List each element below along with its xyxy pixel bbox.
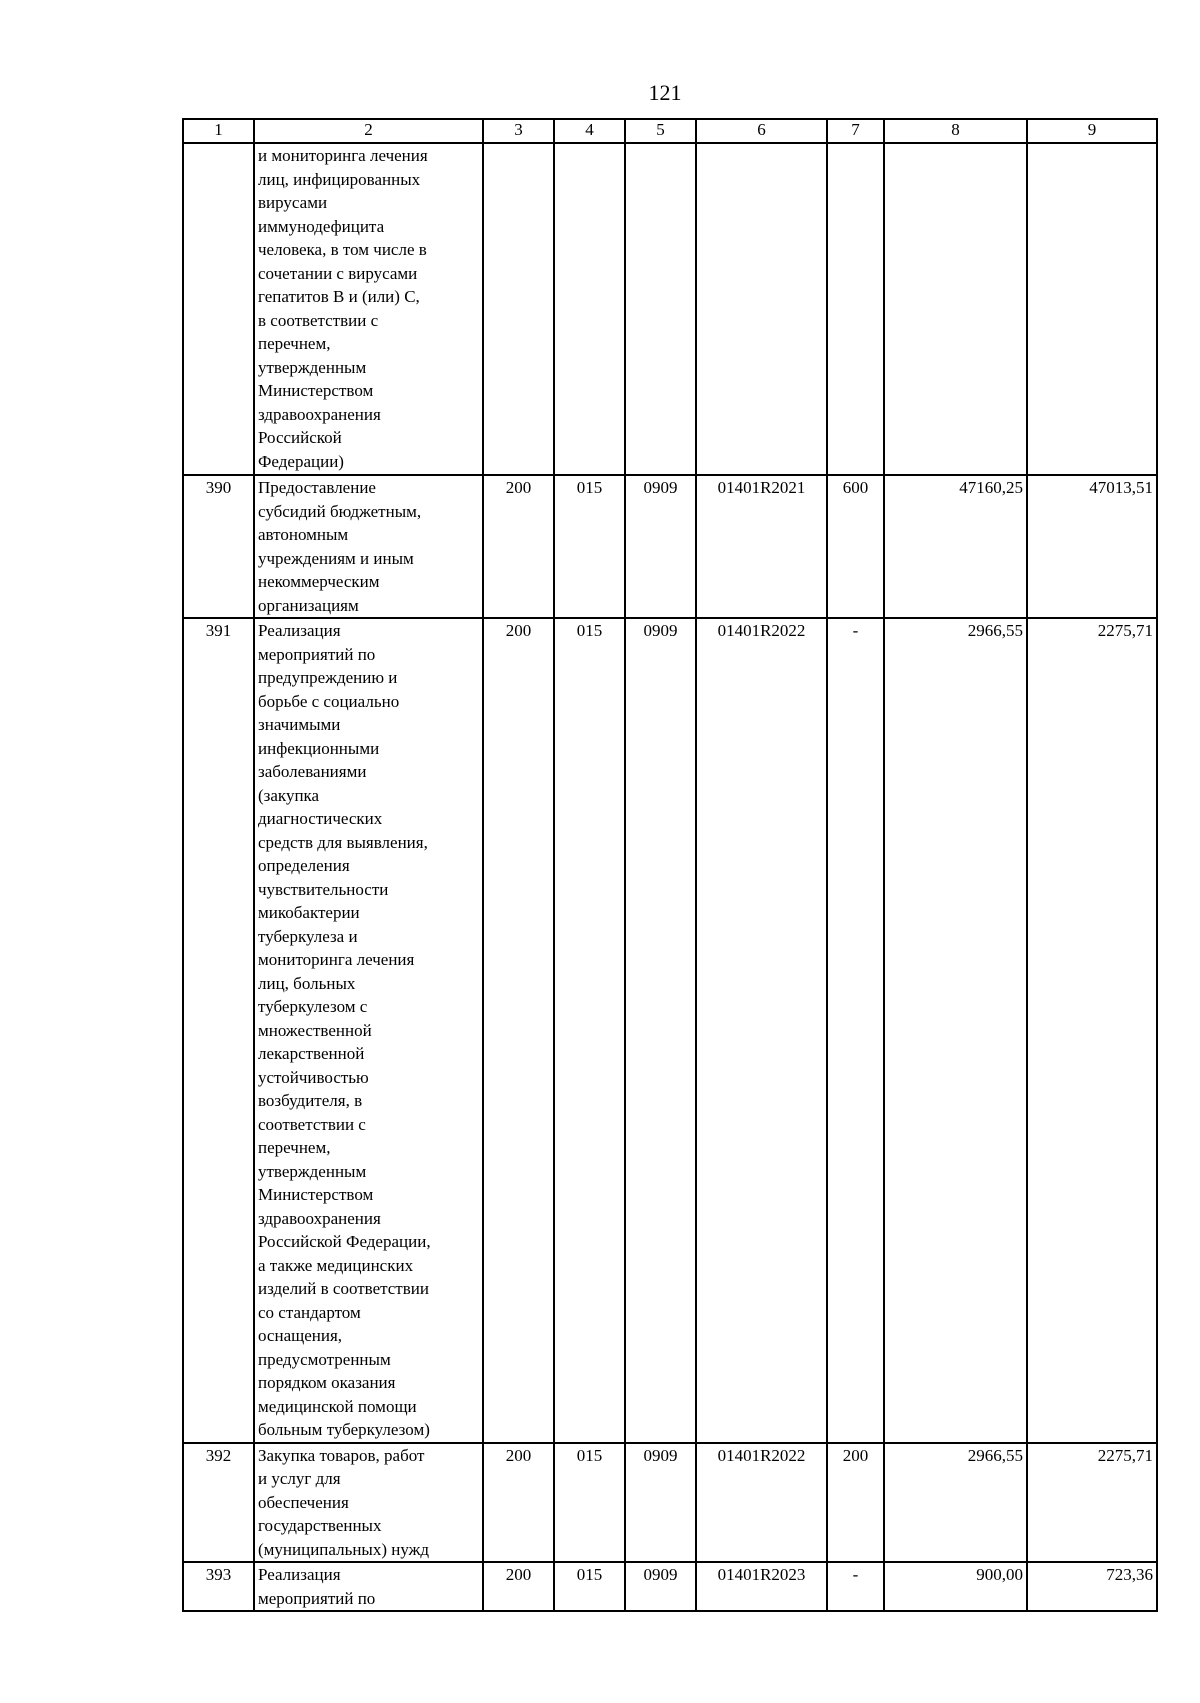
cell-col6 xyxy=(696,143,827,475)
cell-col3: 200 xyxy=(483,1443,554,1563)
header-cell: 5 xyxy=(625,119,696,143)
cell-col5 xyxy=(625,143,696,475)
cell-col6: 01401R2023 xyxy=(696,1562,827,1611)
cell-col7: 600 xyxy=(827,475,884,618)
cell-col4: 015 xyxy=(554,1443,625,1563)
row-number xyxy=(183,143,254,475)
cell-col8: 2966,55 xyxy=(884,1443,1027,1563)
cell-col4: 015 xyxy=(554,475,625,618)
row-number: 393 xyxy=(183,1562,254,1611)
cell-col9: 2275,71 xyxy=(1027,618,1157,1443)
header-cell: 2 xyxy=(254,119,483,143)
row-description: Реализация мероприятий по предупреждению и борьбе с социально значимыми инфекционными заболеваниями (закупка диагностических средств для выявления, определения чувствительности микобактерии туберкулеза и мониторинга лечения лиц, больных туберкулезом с множественной лекарственной устойчивостью возбудителя, в соответствии с перечнем, утвержденным Министерством здравоохранения Российской Федерации, а также медицинских изделий в соответствии со стандартом оснащения, предусмотренным порядком оказания медицинской помощи больным туберкулезом) xyxy=(254,618,483,1443)
row-description: и мониторинга лечения лиц, инфицированных вирусами иммунодефицита человека, в том числе в сочетании с вирусами гепатитов В и (или) С, в соответствии с перечнем, утвержденным Министерством здравоохранения Российской Федерации) xyxy=(254,143,483,475)
cell-col3: 200 xyxy=(483,618,554,1443)
cell-col6: 01401R2021 xyxy=(696,475,827,618)
header-row xyxy=(183,119,1157,143)
table-row xyxy=(183,618,1157,1443)
header-cell: 7 xyxy=(827,119,884,143)
cell-col4: 015 xyxy=(554,618,625,1443)
table-row xyxy=(183,475,1157,618)
cell-col7: - xyxy=(827,1562,884,1611)
cell-col4: 015 xyxy=(554,1562,625,1611)
cell-col5: 0909 xyxy=(625,618,696,1443)
cell-col7 xyxy=(827,143,884,475)
page-number: 121 xyxy=(648,80,682,105)
cell-col3: 200 xyxy=(483,475,554,618)
cell-col3: 200 xyxy=(483,1562,554,1611)
cell-col9 xyxy=(1027,143,1157,475)
cell-col9: 2275,71 xyxy=(1027,1443,1157,1563)
header-cell: 3 xyxy=(483,119,554,143)
cell-col4 xyxy=(554,143,625,475)
row-number: 391 xyxy=(183,618,254,1443)
header-cell: 4 xyxy=(554,119,625,143)
header-cell: 6 xyxy=(696,119,827,143)
row-description: Закупка товаров, работ и услуг для обеспечения государственных (муниципальных) нужд xyxy=(254,1443,483,1563)
cell-col9: 47013,51 xyxy=(1027,475,1157,618)
budget-table xyxy=(182,118,1158,1612)
table-row xyxy=(183,143,1157,475)
row-number: 392 xyxy=(183,1443,254,1563)
row-number: 390 xyxy=(183,475,254,618)
cell-col8 xyxy=(884,143,1027,475)
header-cell: 9 xyxy=(1027,119,1157,143)
cell-col8: 47160,25 xyxy=(884,475,1027,618)
cell-col5: 0909 xyxy=(625,1562,696,1611)
cell-col5: 0909 xyxy=(625,475,696,618)
cell-col3 xyxy=(483,143,554,475)
cell-col8: 2966,55 xyxy=(884,618,1027,1443)
cell-col6: 01401R2022 xyxy=(696,1443,827,1563)
row-description: Реализация мероприятий по xyxy=(254,1562,483,1611)
cell-col9: 723,36 xyxy=(1027,1562,1157,1611)
cell-col7: - xyxy=(827,618,884,1443)
table-row xyxy=(183,1443,1157,1563)
cell-col6: 01401R2022 xyxy=(696,618,827,1443)
cell-col7: 200 xyxy=(827,1443,884,1563)
header-cell: 1 xyxy=(183,119,254,143)
cell-col5: 0909 xyxy=(625,1443,696,1563)
cell-col8: 900,00 xyxy=(884,1562,1027,1611)
table-row xyxy=(183,1562,1157,1611)
row-description: Предоставление субсидий бюджетным, автономным учреждениям и иным некоммерческим организациям xyxy=(254,475,483,618)
header-cell: 8 xyxy=(884,119,1027,143)
